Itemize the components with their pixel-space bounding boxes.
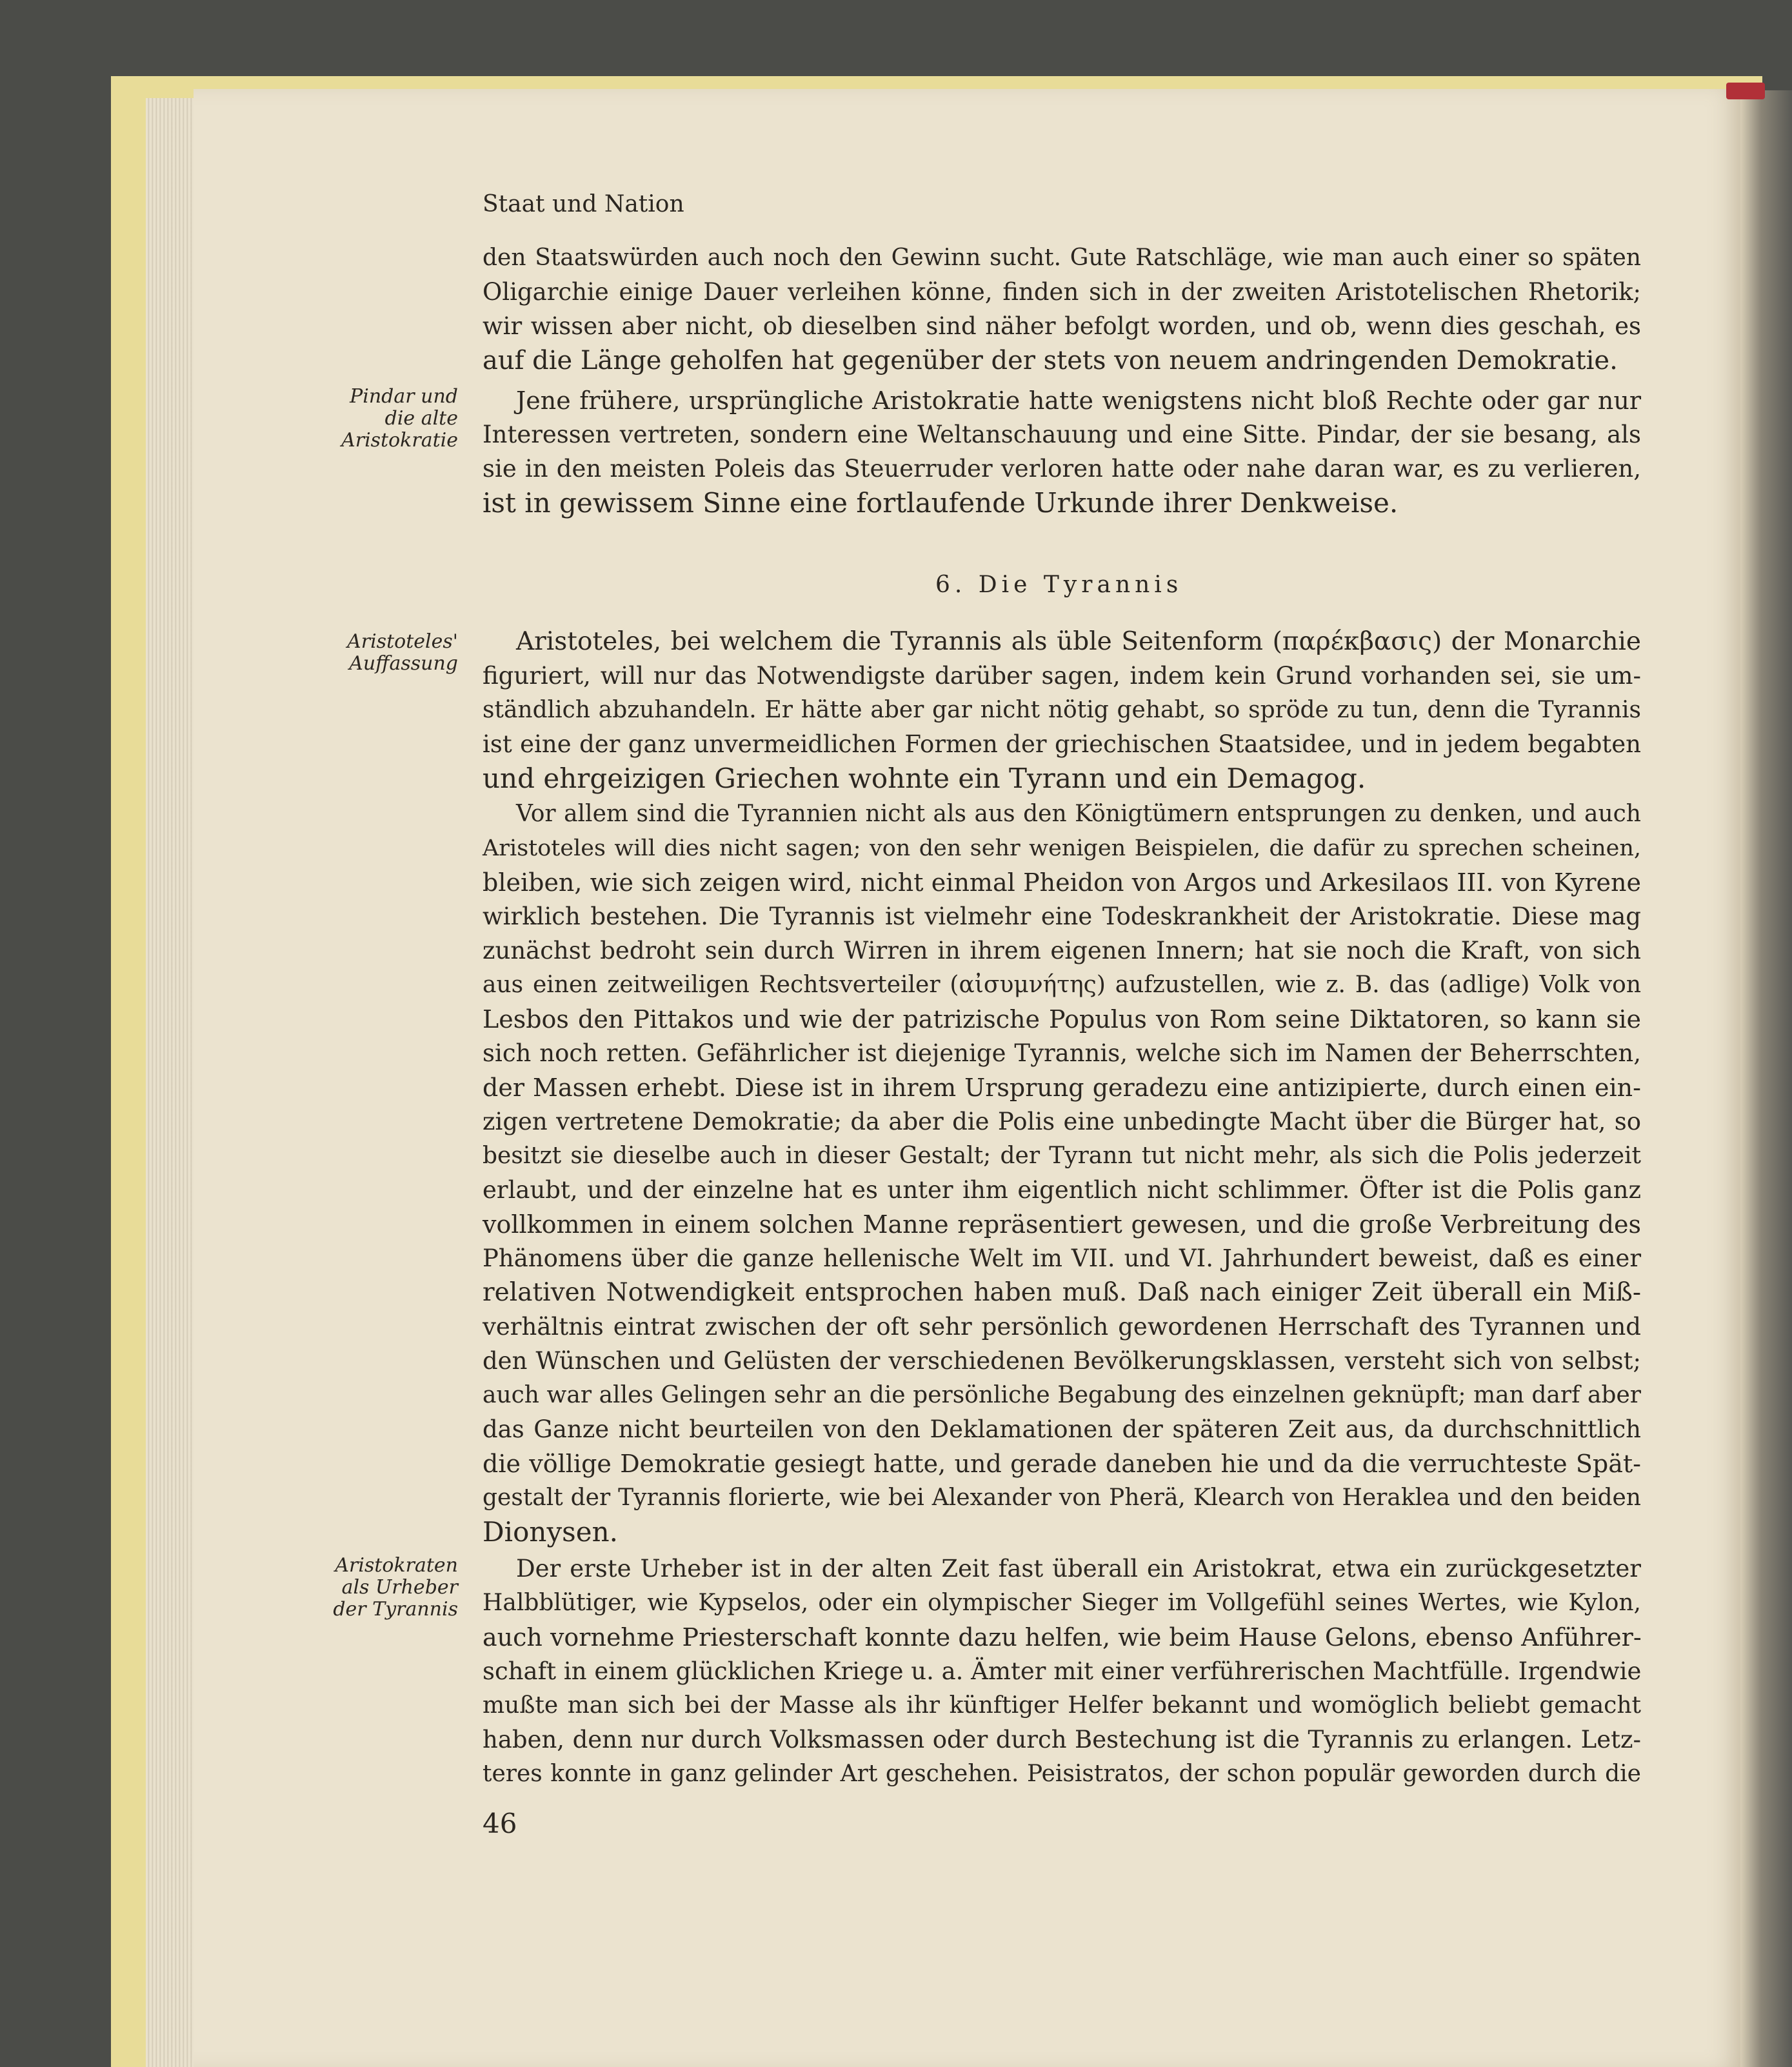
section-heading: 6. Die Tyrannis (935, 572, 1183, 598)
text-line: relativen Notwendigkeit entsprochen haben muß. Daß nach einiger Zeit überall ein Miß- (483, 1278, 1641, 1307)
text-line: den Staatswürden auch noch den Gewinn sucht. Gute Ratschläge, wie man auch einer so späten (483, 245, 1641, 271)
text-line: gestalt der Tyrannis florierte, wie bei Alexander von Pherä, Klearch von Heraklea und den beiden (483, 1484, 1641, 1511)
marginal-note-line: der Tyrannis (333, 1598, 458, 1621)
text-line: ist eine der ganz unvermeidlichen Formen der griechischen Staatsidee, und in jedem begabten (483, 730, 1641, 758)
text-line: sie in den meisten Poleis das Steuerruder verloren hatte oder nahe daran war, es zu verlieren, (483, 455, 1641, 483)
page-number: 46 (483, 1808, 517, 1839)
text-line: ständlich abzuhandeln. Er hätte aber gar nicht nötig gehabt, so spröde zu tun, denn die Tyrannis (483, 697, 1641, 723)
text-line: bleiben, wie sich zeigen wird, nicht einmal Pheidon von Argos und Arkesilaos III. von Kyrene (483, 868, 1641, 897)
text-line: haben, denn nur durch Volksmassen oder durch Bestechung ist die Tyrannis zu erlangen. Letz- (483, 1726, 1641, 1753)
text-line: Dionysen. (483, 1516, 618, 1548)
text-line: auch war alles Gelingen sehr an die persönliche Begabung des einzelnen geknüpft; man darf aber (483, 1382, 1641, 1408)
text-line: auch vornehme Priesterschaft konnte dazu helfen, wie beim Hause Gelons, ebenso Anführer- (483, 1623, 1642, 1652)
text-line: verhältnis eintrat zwischen der oft sehr persönlich gewordenen Herrschaft des Tyrannen und (483, 1313, 1641, 1341)
text-line: teres konnte in ganz gelinder Art geschehen. Peisistratos, der schon populär geworden durch die (483, 1761, 1641, 1787)
text-line: Aristoteles, bei welchem die Tyrannis als üble Seitenform (παρέκβασις) der Monarchie (516, 627, 1641, 656)
text-line: Der erste Urheber ist in der alten Zeit fast überall ein Aristokrat, etwa ein zurückgesetzter (516, 1555, 1641, 1583)
text-line: das Ganze nicht beurteilen von den Deklamationen der späteren Zeit aus, da durchschnittlich (483, 1415, 1641, 1443)
marginal-note-line: Aristokraten (335, 1554, 458, 1577)
text-line: und ehrgeizigen Griechen wohnte ein Tyrann und ein Demagog. (483, 763, 1366, 794)
text-line: Phänomens über die ganze hellenische Welt im VII. und VI. Jahrhundert beweist, daß es einer (483, 1244, 1641, 1272)
marginal-note-aristoteles (284, 631, 458, 675)
text-line: mußte man sich bei der Masse als ihr künftiger Helfer bekannt und womöglich beliebt gemacht (483, 1692, 1641, 1719)
text-line: Halbblütiger, wie Kypselos, oder ein olympischer Sieger im Vollgefühl seines Wertes, wie Kylon, (483, 1590, 1641, 1616)
text-line: der Massen erhebt. Diese ist in ihrem Ursprung geradezu eine antizipierte, durch einen ein- (483, 1073, 1641, 1102)
marginal-note-pindar (284, 386, 458, 452)
marginal-note-line: die alte (384, 407, 458, 430)
text-line: wirklich bestehen. Die Tyrannis ist vielmehr eine Todeskrankheit der Aristokratie. Diese mag (483, 903, 1641, 930)
text-line: erlaubt, und der einzelne hat es unter ihm eigentlich nicht schlimmer. Öfter ist die Polis ganz (483, 1176, 1641, 1204)
text-line: zunächst bedroht sein durch Wirren in ihrem eigenen Innern; hat sie noch die Kraft, von sich (483, 937, 1641, 964)
text-line: besitzt sie dieselbe auch in dieser Gestalt; der Tyrann tut nicht mehr, als sich die Polis jederzeit (483, 1143, 1641, 1169)
bookmark-ribbon (1726, 83, 1765, 99)
marginal-note-line: Aristoteles' (347, 630, 458, 653)
text-line: zigen vertretene Demokratie; da aber die Polis eine unbedingte Macht über die Bürger hat, so (483, 1108, 1641, 1135)
text-line: den Wünschen und Gelüsten der verschiedenen Bevölkerungsklassen, versteht sich von selbst; (483, 1347, 1641, 1375)
text-line: auf die Länge geholfen hat gegenüber der stets von neuem andringenden Demokratie. (483, 346, 1618, 375)
marginal-note-line: als Urheber (341, 1576, 458, 1599)
text-line: Aristoteles will dies nicht sagen; von den sehr wenigen Beispielen, die dafür zu sprechen scheinen, (483, 835, 1641, 861)
marginal-note-aristokraten (284, 1555, 458, 1621)
text-line: wir wissen aber nicht, ob dieselben sind näher befolgt worden, und ob, wenn dies geschah, es (483, 312, 1641, 340)
text-line: ist in gewissem Sinne eine fortlaufende Urkunde ihrer Denkweise. (483, 487, 1399, 519)
running-head: Staat und Nation (483, 191, 684, 217)
text-line: Vor allem sind die Tyrannien nicht als aus den Königtümern entsprungen zu denken, und auch (516, 801, 1641, 827)
text-line: aus einen zeitweiligen Rechtsverteiler (αἰσυμνήτης) aufzustellen, wie z. B. das (adlige) Volk von (483, 972, 1641, 998)
text-line: Interessen vertreten, sondern eine Weltanschauung und eine Sitte. Pindar, der sie besang, als (483, 421, 1641, 448)
text-line: vollkommen in einem solchen Manne repräsentiert gewesen, und die große Verbreitung des (483, 1210, 1641, 1239)
text-line: sich noch retten. Gefährlicher ist diejenige Tyrannis, welche sich im Namen der Beherrschten, (483, 1039, 1641, 1067)
text-line: die völlige Demokratie gesiegt hatte, und gerade daneben hie und da die verruchteste Spät- (483, 1450, 1641, 1478)
marginal-note-line: Aristokratie (341, 429, 458, 452)
facing-page-gutter (1740, 90, 1792, 2067)
text-line: Oligarchie einige Dauer verleihen könne, finden sich in der zweiten Aristotelischen Rhetorik; (483, 278, 1641, 306)
text-line: Jene frühere, ursprüngliche Aristokratie hatte wenigstens nicht bloß Rechte oder gar nur (516, 386, 1641, 415)
text-line: schaft in einem glücklichen Kriege u. a. Ämter mit einer verführerischen Machtfülle. Irgendwie (483, 1657, 1642, 1685)
text-line: Lesbos den Pittakos und wie der patrizische Populus von Rom seine Diktatoren, so kann sie (483, 1005, 1641, 1034)
marginal-note-line: Auffassung (349, 652, 458, 675)
text-line: figuriert, will nur das Notwendigste darüber sagen, indem kein Grund vorhanden sei, sie um- (483, 662, 1641, 690)
marginal-note-line: Pindar und (350, 385, 458, 408)
